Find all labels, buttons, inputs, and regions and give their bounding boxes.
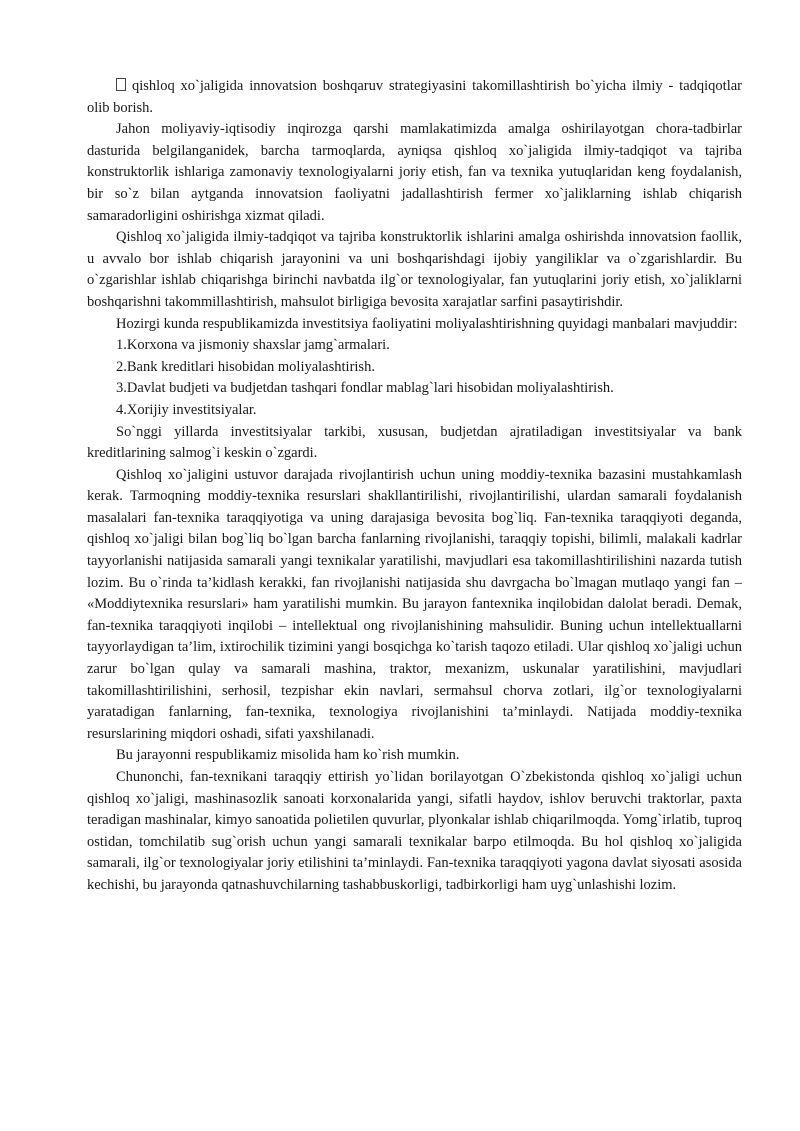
list-item: 4.Xorijiy investitsiyalar. (116, 401, 257, 418)
paragraph: Chunonchi, fan-texnikani taraqqiy ettirish yo`lidan borilayotgan O`zbekistonda qishloq xo`jaligi uchun qishloq xo`jaligi, mashinasozlik sanoati korxonalarida yangi, sifatli haydov, ishlov beruvchi traktorlar, paxta teradigan mashinalar, kimyo sanoatida polietilen quvurlar, plyonkalar ishlab chiqarilmoqda. Yomg`irlatib, tuproq ostidan, tomchilatib sug`orish uchun yangi samarali texnikalar barpo etilmoqda. Bu hol qishloq xo`jaligida samarali, ilg`or texnologiyalar joriy etilishini ta’minlaydi. Fan-texnika taraqqiyoti yagona davlat siyosati asosida kechishi, bu jarayonda qatnashuvchilarning tashabbuskorligi, tadbirkorligi ham uyg`unlashishi lozim. (87, 769, 742, 893)
list-item: 2.Bank kreditlari hisobidan moliyalashtirish. (116, 358, 375, 375)
bullet-text: qishloq xo`jaligida innovatsion boshqaruv strategiyasini takomillashtirish bo`yicha ilmiy - tadqiqotlar olib borish. (87, 78, 742, 116)
paragraph: Bu jarayonni respublikamiz misolida ham ko`rish mumkin. (116, 747, 460, 764)
list-item: 1.Korxona va jismoniy shaxslar jamg`armalari. (116, 337, 390, 354)
bullet-box-icon (116, 78, 126, 91)
paragraph: Qishloq xo`jaligini ustuvor darajada rivojlantirish uchun uning moddiy-texnika bazasini mustahkamlash kerak. Tarmoqning moddiy-texnika resurslari shakllantirilishi, rivojlantirilishi, ulardan samarali foydalanish masalalari fan-texnika taraqqiyotiga va uning darajasiga bevosita bog`liq. Fan-texnika taraqqiyoti deganda, qishloq xo`jaligi bilan bog`liq bo`lgan barcha fanlarning rivojlanishi, taraqqiy topishi, bilimli, malakali kadrlar tayyorlanishi natijasida samarali yangi texnikalar yaratilishi, mavjudlari esa takomillashtirilishini nazarda tutish lozim. Bu o`rinda ta’kidlash kerakki, fan rivojlanishi natijasida shu davrgacha bo`lmagan mutlaqo yangi fan – «Moddiytexnika resurslari» ham yaratilishi mumkin. Bu jarayon fantexnika inqilobidan dalolat beradi. Demak, fan-texnika taraqqiyoti inqilobi – intellektual ong rivojlanishining mahsulidir. Buning uchun intellektuallarni tayyorlaydigan ta’lim, ixtirochilik tizimini yangi bosqichga ko`tarish taqozo etiladi. Ular qishloq xo`jaligi uchun zarur bo`lgan qulay va samarali mashina, traktor, mexanizm, uskunalar yaratilishini, mavjudlari takomillashtirilishini, serhosil, tezpishar ekin navlari, sermahsul chorva zotlari, ilg`or texnologiyalarni yaratadigan fanlarning, fan-texnika, texnologiya rivojlanishini ta’minlaydi. Natijada moddiy-texnika resurslarining miqdori oshadi, sifati yaxshilanadi. (87, 466, 742, 742)
paragraph: Hozirgi kunda respublikamizda investitsiya faoliyatini moliyalashtirishning quyidagi manbalari mavjuddir: (116, 315, 738, 332)
paragraph: So`nggi yillarda investitsiyalar tarkibi, xususan, budjetdan ajratiladigan investitsiyalar va bank kreditlarining salmog`i keskin o`zgardi. (87, 423, 742, 462)
paragraph: Qishloq xo`jaligida ilmiy-tadqiqot va tajriba konstruktorlik ishlarini amalga oshirishda innovatsion faollik, u avvalo bor ishlab chiqarish jarayonini va uni boshqarishdagi ijobiy yangiliklar va o`zgarishlardir. Bu o`zgarishlar ishlab chiqarishga birinchi navbatda ilg`or texnologiyalar, fan yutuqlarini joriy etish, xo`jaliklarni boshqarishni takommillashtirish, mahsulot birligiga bevosita xarajatlar sarfini pasaytirishdir. (87, 229, 742, 310)
paragraph: Jahon moliyaviy-iqtisodiy inqirozga qarshi mamlakatimizda amalga oshirilayotgan chora-tadbirlar dasturida belgilanganidek, barcha tarmoqlarda, ayniqsa qishloq xo`jaligida ilmiy-tadqiqot va tajriba konstruktorlik ishlariga zamonaviy texnologiyalarni joriy etish, fan va texnika yutuqlaridan keng foydalanish, bir so`z bilan aytganda innovatsion faoliyatni jadallashtirish fermer xo`jaliklarning ishlab chiqarish samaradorligini oshirishga xizmat qiladi. (87, 121, 742, 224)
list-item: 3.Davlat budjeti va budjetdan tashqari fondlar mablag`lari hisobidan moliyalashtirish. (116, 380, 614, 397)
bullet-paragraph (87, 76, 742, 119)
